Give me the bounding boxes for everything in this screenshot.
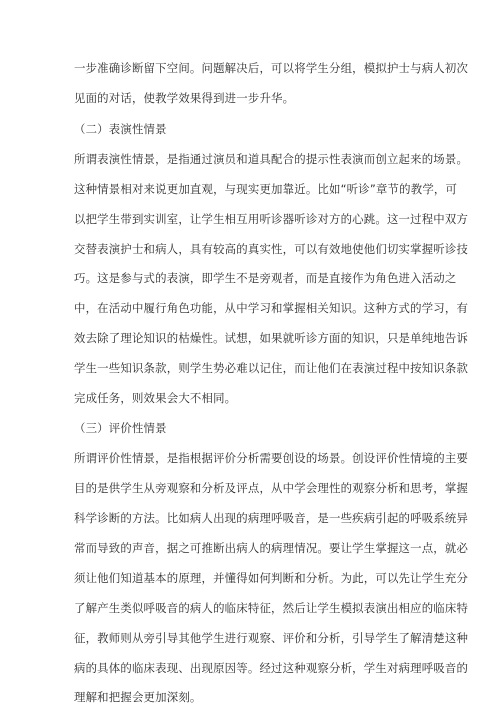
performance-line-5: 巧。这是参与式的表演，即学生不是旁观者，而是直接作为角色进入活动之: [74, 271, 457, 285]
evaluation-line-8: 病的具体的临床表现、出现原因等。经过这种观察分析，学生对病理呼吸音的: [74, 661, 469, 675]
section-heading-evaluation: （三）评价性情景: [74, 421, 167, 435]
performance-line-3: 以把学生带到实训室，让学生相互用听诊器听诊对方的心跳。这一过程中双方: [74, 212, 469, 226]
performance-line-7: 效去除了理论知识的枯燥性。试想，如果就听诊方面的知识，只是单纯地告诉: [74, 331, 469, 345]
performance-line-2: 这种情景相对来说更加直观，与现实更加靠近。比如“听诊”章节的教学，可: [74, 182, 458, 196]
evaluation-line-7: 征，教师则从旁引导其他学生进行观察、评价和分析，引导学生了解清楚这种: [74, 631, 469, 645]
evaluation-line-1: 所谓评价性情景，是指根据评价分析需要创设的场景。创设评价性情境的主要: [74, 451, 469, 465]
intro-line-2: 见面的对话，使教学效果得到进一步升华。: [74, 91, 295, 105]
performance-line-9: 完成任务，则效果会大不相同。: [74, 391, 237, 405]
performance-line-6: 中，在活动中履行角色功能，从中学习和掌握相关知识。这种方式的学习，有: [74, 301, 469, 315]
evaluation-line-2: 目的是供学生从旁观察和分析及评点，从中学会理性的观察分析和思考，掌握: [74, 481, 469, 495]
evaluation-line-3: 科学诊断的方法。比如病人出现的病理呼吸音，是一些疾病引起的呼吸系统异: [74, 511, 469, 525]
section-heading-performance: （二）表演性情景: [74, 122, 167, 136]
intro-line-1: 一步准确诊断留下空间。问题解决后，可以将学生分组，模拟护士与病人初次: [74, 61, 469, 75]
performance-line-4: 交替表演护士和病人，具有较高的真实性，可以有效地使他们切实掌握听诊技: [74, 242, 469, 256]
evaluation-line-9: 理解和把握会更加深刻。: [74, 690, 202, 704]
evaluation-line-6: 了解产生类似呼吸音的病人的临床特征，然后让学生模拟表演出相应的临床特: [74, 601, 469, 615]
evaluation-line-5: 须让他们知道基本的原理，并懂得如何判断和分析。为此，可以先让学生充分: [74, 571, 469, 585]
performance-line-8: 学生一些知识条款，则学生势必难以记住，而让他们在表演过程中按知识条款: [74, 361, 469, 375]
evaluation-line-4: 常而导致的声音，据之可推断出病人的病理情况。要让学生掌握这一点，就必: [74, 541, 469, 555]
performance-line-1: 所谓表演性情景，是指通过演员和道具配合的提示性表演而创立起来的场景。: [74, 152, 469, 166]
